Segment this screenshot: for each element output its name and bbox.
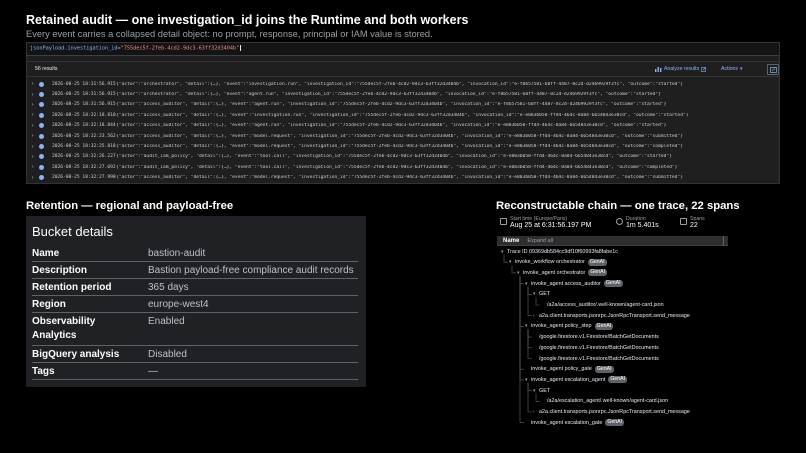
severity-info-icon: [39, 165, 44, 170]
log-payload: {"actor":"access_auditor", "detail":{…}, "event":"model.request", "investigation_id":"755dec5f-2feb-4cd2-9dc3-63ff32d3404b", "invocation_id":"e-e883b058-ffd4-464c-8a84-6654843e30cd", "outcome":"submitted"}: [116, 175, 683, 181]
trace-span-row[interactable]: [533, 343, 659, 352]
tree-connector: [528, 383, 532, 412]
chevron-down-icon[interactable]: ▾: [525, 376, 528, 383]
trace-summary: [500, 213, 790, 235]
span-name: invoke_agent orchestrator: [523, 269, 586, 276]
tree-connector: [520, 276, 524, 369]
severity-info-icon: [39, 154, 44, 159]
span-name: invoke_agent policy_gate: [531, 366, 592, 373]
log-timestamp: 2026-08-25 18:32:25.818: [52, 144, 116, 150]
bucket-detail-row: [32, 313, 358, 346]
genai-badge: GenAI: [590, 269, 606, 276]
severity-info-icon: [39, 175, 44, 180]
trace-span-row[interactable]: [541, 301, 664, 310]
log-payload: {"actor":"access_auditor", "detail":{…}, "event":"agent.run", "investigation_id":"755dec5f-2feb-4cd2-9dc3-63ff32d3404b", "invocation_id":"e-f8b57581-60ff-4487-8c2d-d2469929f3fc", "outcome":"started"}: [116, 102, 667, 108]
chevron-down-icon[interactable]: ▾: [501, 248, 504, 255]
log-payload: {"actor":"orchestrator", "detail":{…}, "event":"investigation.run", "investigation_id":"755dec5f-2feb-4cd2-9dc3-63ff32d3404b", "invocation_id":"e-f8b57581-60ff-4487-8c2d-d2469929f3fc", "outcome":"started"}: [116, 81, 683, 87]
bucket-details-card: [26, 216, 366, 387]
duration-value: 1m 5.401s: [626, 222, 659, 229]
bucket-detail-row: [32, 245, 358, 262]
bucket-detail-value: Enabled: [148, 316, 185, 327]
trace-span-row[interactable]: [517, 268, 607, 277]
genai-badge: GenAI: [596, 365, 612, 372]
bucket-detail-value: bastion-audit: [148, 248, 206, 259]
log-entry-row[interactable]: [27, 100, 779, 110]
chevron-right-icon[interactable]: ›: [31, 91, 35, 98]
analytics-icon: [655, 66, 662, 72]
trace-span-row[interactable]: [533, 290, 550, 299]
bucket-detail-row: [32, 279, 358, 296]
bucket-detail-key: Name: [32, 248, 60, 259]
bucket-detail-key: Region: [32, 299, 66, 310]
tree-connector: [520, 276, 524, 423]
severity-info-icon: [39, 102, 44, 107]
trace-span-row[interactable]: [525, 375, 627, 384]
span-name: Trace ID 09369db584cc9df10f60993fa8fabe1c: [507, 248, 618, 255]
page-subtitle: Every event carries a collapsed detail object: no prompt, response, principal or IAM value is stored.: [26, 29, 433, 39]
log-entry-row[interactable]: [27, 131, 779, 141]
bucket-detail-key: Tags: [32, 366, 55, 377]
results-count: 56 results: [35, 66, 58, 72]
chevron-right-icon[interactable]: ›: [533, 312, 535, 319]
log-timestamp: 2026-08-25 18:32:18.810: [52, 112, 116, 118]
analyze-results-button[interactable]: [655, 66, 706, 72]
log-timestamp: 2026-08-25 18:32:27.692: [52, 164, 116, 170]
trace-span-row[interactable]: [525, 279, 623, 288]
log-timestamp: 2026-08-25 18:31:56.915: [52, 81, 116, 87]
log-timestamp: 2026-08-25 18:31:56.915: [52, 92, 116, 98]
bucket-detail-value: europe-west4: [148, 299, 209, 310]
trace-span-row[interactable]: [533, 333, 659, 342]
query-value: "755dec5f-2feb-4cd2-9dc3-63ff32d3404b": [120, 45, 240, 52]
tree-connector: [528, 287, 532, 316]
log-entry-row[interactable]: [27, 79, 779, 89]
spans-icon: [680, 218, 687, 225]
log-timestamp: 2026-08-25 18:32:23.562: [52, 133, 116, 139]
column-resize-handle[interactable]: [723, 236, 724, 246]
bucket-detail-row: [32, 363, 358, 380]
log-explorer-panel: [26, 42, 780, 184]
span-name: invoke_agent escalation_gate: [531, 419, 603, 426]
bucket-detail-value: —: [148, 366, 158, 377]
trace-span-row[interactable]: [525, 418, 624, 427]
tree-name-header: Name: [503, 237, 520, 244]
severity-info-icon: [39, 113, 44, 118]
trace-span-row[interactable]: [533, 354, 659, 363]
chevron-right-icon[interactable]: ›: [31, 101, 35, 108]
expand-icon: [770, 67, 777, 73]
retention-section-title: Retention — regional and payload-free: [26, 200, 234, 212]
span-name: /google.firestore.v1.Firestore/BatchGetDocuments: [539, 355, 659, 362]
log-entry-row[interactable]: [27, 110, 779, 120]
trace-span-row[interactable]: [501, 247, 618, 256]
trace-span-row[interactable]: [533, 386, 550, 395]
bucket-detail-row: [32, 262, 358, 279]
log-payload: {"actor":"access_auditor", "detail":{…}, "event":"investigation.run", "investigation_id":"755dec5f-2feb-4cd2-9dc3-63ff32d3404b", "invocation_id":"e-e883b058-ffd4-464c-8a84-6654843e30cd", "outcome":"started"}: [116, 112, 689, 118]
chevron-right-icon[interactable]: ›: [31, 133, 35, 140]
text-cursor: [240, 45, 241, 51]
chevron-right-icon[interactable]: ›: [31, 153, 35, 160]
log-timestamp: 2026-08-25 18:31:56.915: [52, 102, 116, 108]
log-payload: {"actor":"access_auditor", "detail":{…}, "event":"agent.run", "investigation_id":"755dec5f-2feb-4cd2-9dc3-63ff32d3404b", "invocation_id":"e-e883b058-ffd4-464c-8a84-6654843e30cd", "outcome":"started"}: [116, 123, 667, 129]
bucket-details-title: Bucket details: [32, 224, 113, 239]
calendar-icon: [500, 218, 507, 225]
span-name: invoke_agent access_auditor: [531, 280, 601, 287]
span-name: a2a.client.transports.jsonrpc.JsonRpcTransport.send_message: [539, 312, 690, 319]
chevron-down-icon[interactable]: ▾: [509, 259, 512, 266]
log-entry-row[interactable]: [27, 121, 779, 131]
log-payload: {"actor":"audit_iam_policy", "detail":{…}, "event":"tool.call", "investigation_id":"755dec5f-2feb-4cd2-9dc3-63ff32d3404b", "invocation_id":"e-e883b058-ffd4-464c-8a84-6654843e30cd", "outcome":"started"}: [116, 154, 672, 160]
severity-info-icon: [39, 82, 44, 87]
tree-header: [497, 236, 728, 246]
trace-span-row[interactable]: [533, 408, 690, 417]
genai-badge: GenAI: [596, 322, 612, 329]
bucket-detail-key: BigQuery analysis: [32, 349, 120, 360]
trace-span-row[interactable]: [533, 311, 690, 320]
severity-info-icon: [39, 123, 44, 128]
span-name: GET: [539, 387, 551, 394]
actions-menu-button[interactable]: [721, 66, 743, 72]
trace-section-title: Reconstructable chain — one trace, 22 spans: [496, 200, 740, 212]
chevron-right-icon[interactable]: ›: [31, 112, 35, 119]
span-name: invoke_workflow orchestrator: [515, 259, 585, 266]
span-name: GET: [539, 291, 551, 298]
trace-spans: [680, 216, 705, 229]
trace-span-row[interactable]: [525, 322, 613, 331]
log-payload: {"actor":"audit_iam_policy", "detail":{…}, "event":"tool.call", "investigation_id":"755dec5f-2feb-4cd2-9dc3-63ff32d3404b", "invocation_id":"e-e883b058-ffd4-464c-8a84-6654843e30cd", "outcome":"completed"}: [116, 164, 678, 170]
log-timestamp: 2026-08-25 18:32:18.844: [52, 123, 116, 129]
span-name: a2a.client.transports.jsonrpc.JsonRpcTransport.send_message: [539, 409, 690, 415]
expand-panel-button[interactable]: [767, 64, 779, 75]
trace-start-time: [500, 216, 591, 229]
spans-value: 22: [690, 222, 698, 229]
span-name: /a2a/escalation_agent/.well-known/agent-card.json: [547, 398, 669, 405]
log-entry-row[interactable]: [27, 162, 779, 172]
genai-badge: GenAI: [610, 376, 626, 383]
chevron-down-icon[interactable]: ▾: [533, 291, 536, 298]
log-timestamp: 2026-08-25 18:32:26.227: [52, 154, 116, 160]
span-name: invoke_agent policy_step: [531, 323, 592, 330]
log-payload: {"actor":"access_auditor", "detail":{…}, "event":"model.request", "investigation_id":"755dec5f-2feb-4cd2-9dc3-63ff32d3404b", "invocation_id":"e-e883b058-ffd4-464c-8a84-6654843e30cd", "outcome":"completed"}: [116, 144, 683, 150]
start-time-value: Aug 25 at 6:31:56.197 PM: [510, 222, 592, 229]
bucket-detail-value: Bastion payload-free compliance audit records: [148, 265, 354, 276]
bucket-detail-key: Description: [32, 265, 88, 276]
chevron-right-icon[interactable]: ›: [31, 122, 35, 129]
chevron-right-icon[interactable]: ›: [31, 81, 35, 88]
genai-badge: GenAI: [605, 280, 621, 287]
chevron-down-icon: ▾: [740, 66, 743, 72]
chevron-right-icon[interactable]: ›: [31, 174, 35, 181]
bucket-detail-value: 365 days: [148, 282, 189, 293]
span-name: /a2a/access_auditor/.well-known/agent-card.json: [547, 302, 664, 308]
chevron-down-icon[interactable]: ▾: [525, 323, 528, 330]
results-toolbar: [27, 62, 779, 77]
span-name: /google.firestore.v1.Firestore/BatchGetDocuments: [539, 334, 659, 341]
page-title: Retained audit — one investigation_id joins the Runtime and both workers: [26, 13, 469, 27]
genai-badge: GenAI: [607, 419, 623, 426]
tree-connector: [528, 329, 532, 347]
expand-all-button[interactable]: Expand all: [527, 237, 554, 244]
severity-info-icon: [39, 134, 44, 139]
bucket-detail-row: [32, 346, 358, 363]
trace-span-row[interactable]: [525, 365, 614, 374]
trace-span-row[interactable]: [509, 258, 607, 267]
severity-info-icon: [39, 92, 44, 97]
open-in-new-icon: [701, 67, 706, 72]
duration-label: Duration: [626, 216, 646, 222]
trace-span-row[interactable]: [541, 397, 668, 406]
query-editor[interactable]: [27, 43, 779, 56]
spans-label: Spans: [690, 216, 705, 222]
bucket-detail-value: Disabled: [148, 349, 187, 360]
log-entry-row[interactable]: [27, 152, 779, 162]
bucket-detail-key: Observability Analytics: [32, 316, 96, 341]
bucket-detail-row: [32, 296, 358, 313]
log-payload: {"actor":"orchestrator", "detail":{…}, "event":"agent.run", "investigation_id":"755dec5f-2feb-4cd2-9dc3-63ff32d3404b", "invocation_id":"e-f8b57581-60ff-4487-8c2d-d2469929f3fc", "outcome":"started"}: [116, 92, 661, 98]
start-time-label: Start time (Europe/Paris): [510, 216, 568, 222]
span-name: invoke_agent escalation_agent: [531, 376, 606, 383]
severity-info-icon: [39, 144, 44, 149]
chevron-right-icon[interactable]: ›: [31, 164, 35, 171]
chevron-right-icon[interactable]: ›: [31, 143, 35, 150]
trace-duration: [616, 216, 659, 229]
analyze-results-label: Analyze results: [664, 66, 700, 72]
clock-icon: [616, 218, 623, 225]
chevron-down-icon[interactable]: ▾: [525, 280, 528, 287]
chevron-down-icon[interactable]: ▾: [517, 269, 520, 276]
genai-badge: GenAI: [589, 258, 605, 265]
log-entry-row[interactable]: [27, 173, 779, 183]
log-payload: {"actor":"access_auditor", "detail":{…}, "event":"model.request", "investigation_id":"755dec5f-2feb-4cd2-9dc3-63ff32d3404b", "invocation_id":"e-e883b058-ffd4-464c-8a84-6654843e30cd", "outcome":"submitted"}: [116, 133, 683, 139]
tree-connector: [520, 276, 524, 380]
log-entries-list: [27, 77, 779, 183]
actions-label: Actions: [721, 66, 739, 72]
bucket-detail-key: Retention period: [32, 282, 112, 293]
span-name: /google.firestore.v1.Firestore/BatchGetDocuments: [539, 344, 659, 351]
chevron-right-icon[interactable]: ›: [533, 409, 535, 415]
log-entry-row[interactable]: [27, 89, 779, 99]
chevron-down-icon[interactable]: ▾: [533, 387, 536, 394]
tree-connector: [528, 329, 532, 358]
trace-span-tree: [497, 236, 728, 432]
log-timestamp: 2026-08-25 18:32:27.998: [52, 175, 116, 181]
log-entry-row[interactable]: [27, 141, 779, 151]
query-key: jsonPayload.investigation_id=: [30, 45, 121, 52]
